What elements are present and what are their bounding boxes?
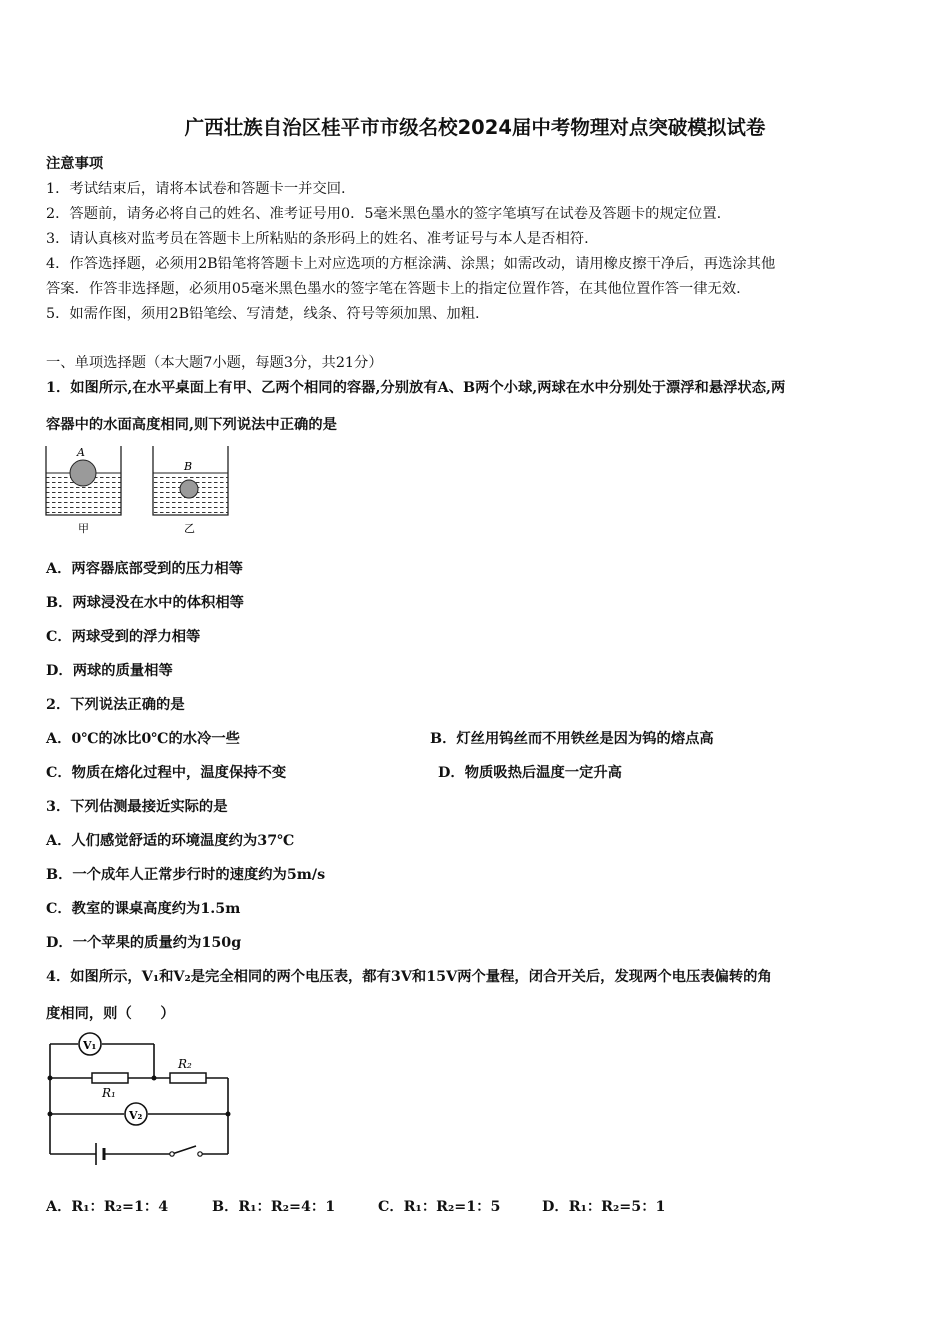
section-heading: 一、单项选择题（本大题7小题，每题3分，共21分） — [46, 355, 383, 371]
q1-option-b: B．两球浸没在水中的体积相等 — [46, 595, 244, 611]
q1-option-d: D．两球的质量相等 — [46, 663, 173, 679]
resistor-r2 — [170, 1073, 206, 1083]
ball-a-label: A — [77, 446, 85, 459]
q4-stem-line1: 4．如图所示，V₁和V₂是完全相同的两个电压表，都有3V和15V两个量程，闭合开关后，发现两个电压表偏转的角 — [46, 969, 772, 985]
voltmeter-v1 — [79, 1033, 101, 1055]
page-title: 广西壮族自治区桂平市市级名校2024届中考物理对点突破模拟试卷 — [184, 116, 766, 139]
q4-circuit-diagram — [40, 1030, 240, 1175]
notice-item-4-cont: 答案．作答非选择题，必须用05毫米黑色墨水的签字笔在答题卡上的指定位置作答，在其他位置作答一律无效. — [46, 281, 741, 297]
q3-option-d: D．一个苹果的质量约为150g — [46, 935, 242, 951]
q3-option-a: A．人们感觉舒适的环境温度约为37℃ — [46, 833, 295, 849]
q4-option-b: B．R₁：R₂=4：1 — [212, 1199, 336, 1215]
q4-stem-line2: 度相同，则（ ） — [46, 1006, 175, 1022]
q4-option-d: D．R₁：R₂=5：1 — [542, 1199, 666, 1215]
q2-option-b: B．灯丝用钨丝而不用铁丝是因为钨的熔点高 — [430, 731, 714, 747]
q2-option-d: D．物质吸热后温度一定升高 — [438, 765, 622, 781]
notice-item-2: 2．答题前，请务必将自己的姓名、准考证号用0．5毫米黑色墨水的签字笔填写在试卷及答题卡的规定位置. — [46, 206, 722, 222]
battery-symbol — [96, 1143, 104, 1165]
ball-b — [180, 480, 198, 498]
ball-b-label: B — [184, 460, 193, 473]
notice-item-3: 3．请认真核对监考员在答题卡上所粘贴的条形码上的姓名、准考证号与本人是否相符. — [46, 231, 589, 247]
q3-option-c: C．教室的课桌高度约为1.5m — [46, 901, 241, 917]
q1-stem-line1: 1．如图所示,在水平桌面上有甲、乙两个相同的容器,分别放有A、B两个小球,两球在水中分别处于漂浮和悬浮状态,两 — [46, 380, 786, 396]
q3-stem: 3．下列估测最接近实际的是 — [46, 799, 228, 815]
voltmeter-v2-label: V₂ — [129, 1109, 143, 1122]
q1-option-a: A．两容器底部受到的压力相等 — [46, 561, 243, 577]
notice-heading: 注意事项 — [46, 156, 104, 172]
q1-option-c: C．两球受到的浮力相等 — [46, 629, 201, 645]
ball-a — [70, 460, 96, 486]
container-jia — [46, 446, 121, 515]
r1-label: R₁ — [102, 1086, 116, 1100]
q4-option-c: C．R₁：R₂=1：5 — [378, 1199, 501, 1215]
notice-item-4: 4．作答选择题，必须用2B铅笔将答题卡上对应选项的方框涂满、涂黑；如需改动，请用橡皮擦干净后，再选涂其他 — [46, 256, 776, 272]
q3-option-b: B．一个成年人正常步行时的速度约为5m/s — [46, 867, 326, 883]
q1-stem-line2: 容器中的水面高度相同,则下列说法中正确的是 — [46, 417, 337, 433]
voltmeter-v2 — [125, 1103, 147, 1125]
q2-option-c: C．物质在熔化过程中，温度保持不变 — [46, 765, 287, 781]
notice-item-1: 1．考试结束后，请将本试卷和答题卡一并交回. — [46, 181, 346, 197]
q2-stem: 2．下列说法正确的是 — [46, 697, 185, 713]
container-yi — [153, 446, 228, 515]
q2-option-a: A．0℃的冰比0℃的水冷一些 — [46, 731, 240, 747]
caption-yi: 乙 — [184, 522, 195, 535]
voltmeter-v1-label: V₁ — [83, 1039, 97, 1052]
resistor-r1 — [92, 1073, 128, 1083]
notice-item-5: 5．如需作图，须用2B铅笔绘、写清楚，线条、符号等须加黑、加粗. — [46, 306, 480, 322]
r2-label: R₂ — [178, 1057, 192, 1071]
q1-containers-figure — [40, 440, 240, 540]
q4-option-a: A．R₁：R₂=1：4 — [46, 1199, 169, 1215]
caption-jia: 甲 — [78, 522, 89, 535]
